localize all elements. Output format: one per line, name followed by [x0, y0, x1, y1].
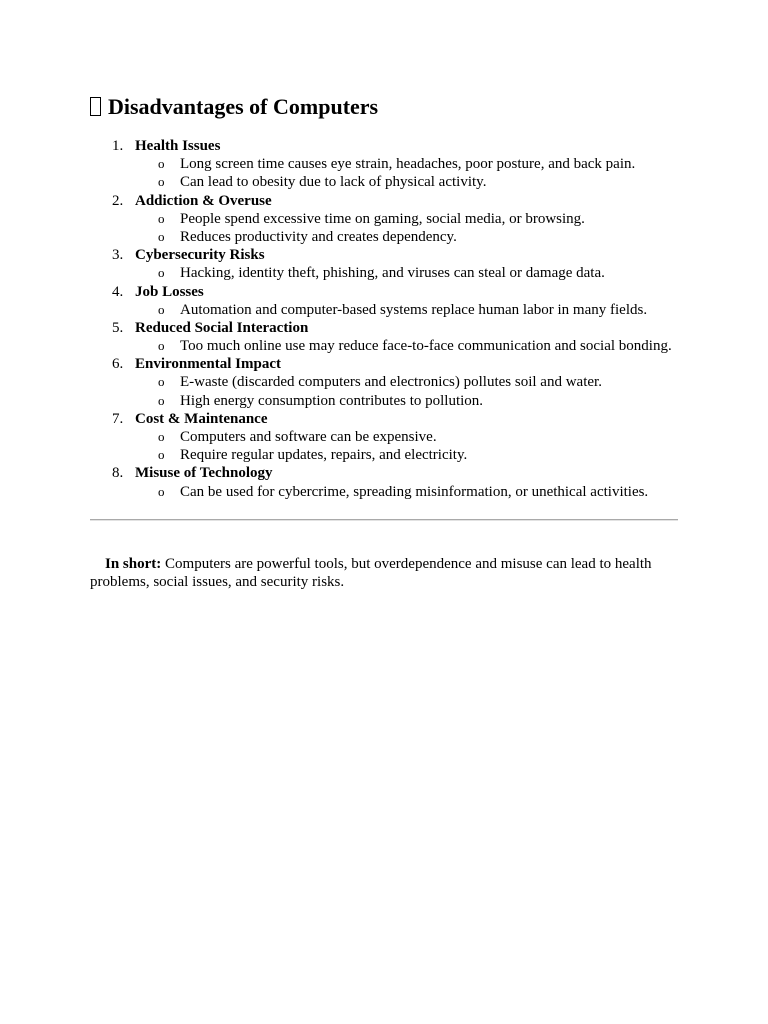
sub-list-item-text: People spend excessive time on gaming, social media, or browsing. — [180, 210, 585, 227]
sub-list-item — [90, 428, 690, 446]
list-item — [90, 464, 690, 500]
circle-bullet-icon: o — [158, 210, 165, 226]
list-item-number: 8. — [112, 465, 124, 482]
sub-list-item — [90, 373, 690, 391]
list-item-number: 7. — [112, 410, 124, 427]
circle-bullet-icon: o — [158, 301, 165, 317]
sub-list-item-text: Computers and software can be expensive. — [180, 429, 437, 445]
summary-text: Computers are powerful tools, but overdependence and misuse can lead to health problems, social issues, and security risks. — [90, 556, 652, 590]
list-item-heading — [90, 319, 690, 337]
list-item-title: Environmental Impact — [135, 356, 281, 373]
list-item-number: 5. — [112, 319, 124, 336]
horizontal-divider — [90, 519, 678, 521]
sub-list-item-text: Automation and computer-based systems replace human labor in many fields. — [180, 301, 648, 318]
page-title-text: Disadvantages of Computers — [108, 94, 379, 119]
page-title — [90, 94, 378, 120]
list-item-number: 6. — [112, 356, 124, 373]
sub-list-item — [90, 446, 690, 464]
list-item-heading — [90, 410, 690, 428]
missing-glyph-icon — [90, 97, 101, 116]
circle-bullet-icon: o — [158, 265, 165, 281]
list-item — [90, 410, 690, 465]
sub-list-item — [90, 155, 690, 173]
circle-bullet-icon: o — [158, 447, 165, 463]
circle-bullet-icon: o — [158, 156, 165, 172]
sub-list-item-text: Require regular updates, repairs, and electricity. — [180, 447, 468, 464]
sub-list-item — [90, 173, 690, 191]
circle-bullet-icon: o — [158, 429, 165, 444]
list-item — [90, 319, 690, 355]
sub-list-item-text: Can lead to obesity due to lack of physical activity. — [180, 174, 487, 191]
list-item-heading — [90, 283, 690, 301]
sub-list-item — [90, 210, 690, 228]
list-item-number: 1. — [112, 138, 124, 154]
list-item — [90, 192, 690, 247]
disadvantages-list — [90, 137, 690, 501]
sub-list-item — [90, 392, 690, 410]
circle-bullet-icon: o — [158, 392, 165, 408]
sub-list-item — [90, 337, 690, 355]
sub-list-item-text: Too much online use may reduce face-to-face communication and social bonding. — [180, 338, 672, 355]
list-item-title: Reduced Social Interaction — [135, 319, 309, 336]
sub-list-item-text: Long screen time causes eye strain, headaches, poor posture, and back pain. — [180, 156, 636, 173]
sub-list-item — [90, 264, 690, 282]
sub-list-item — [90, 301, 690, 319]
list-item — [90, 246, 690, 282]
list-item — [90, 283, 690, 319]
list-item-number: 2. — [112, 192, 124, 209]
sub-list-item-text: Reduces productivity and creates dependency. — [180, 228, 457, 245]
list-item-title: Misuse of Technology — [135, 465, 273, 482]
summary-paragraph — [90, 555, 680, 591]
list-item-title: Health Issues — [135, 138, 221, 154]
list-item-title: Addiction & Overuse — [135, 192, 272, 209]
list-item — [90, 355, 690, 410]
sub-list-item-text: High energy consumption contributes to pollution. — [180, 392, 484, 409]
list-item-title: Job Losses — [135, 283, 204, 300]
sub-list-item-text: E-waste (discarded computers and electronics) pollutes soil and water. — [180, 374, 602, 391]
list-item-number: 4. — [112, 283, 124, 300]
circle-bullet-icon: o — [158, 338, 165, 354]
list-item-heading — [90, 355, 690, 373]
list-item — [90, 137, 690, 192]
list-item-heading — [90, 246, 690, 264]
circle-bullet-icon: o — [158, 228, 165, 244]
list-item-number: 3. — [112, 247, 124, 264]
summary-label: In short: — [105, 556, 162, 572]
list-item-title: Cost & Maintenance — [135, 410, 268, 427]
sub-list-item-text: Hacking, identity theft, phishing, and viruses can steal or damage data. — [180, 265, 605, 282]
list-item-heading — [90, 137, 690, 155]
sub-list-item — [90, 228, 690, 246]
sub-list-item — [90, 483, 690, 501]
list-item-heading — [90, 192, 690, 210]
circle-bullet-icon: o — [158, 483, 165, 499]
list-item-title: Cybersecurity Risks — [135, 247, 265, 264]
circle-bullet-icon: o — [158, 174, 165, 190]
sub-list-item-text: Can be used for cybercrime, spreading misinformation, or unethical activities. — [180, 483, 649, 500]
list-item-heading — [90, 464, 690, 482]
circle-bullet-icon: o — [158, 374, 165, 390]
